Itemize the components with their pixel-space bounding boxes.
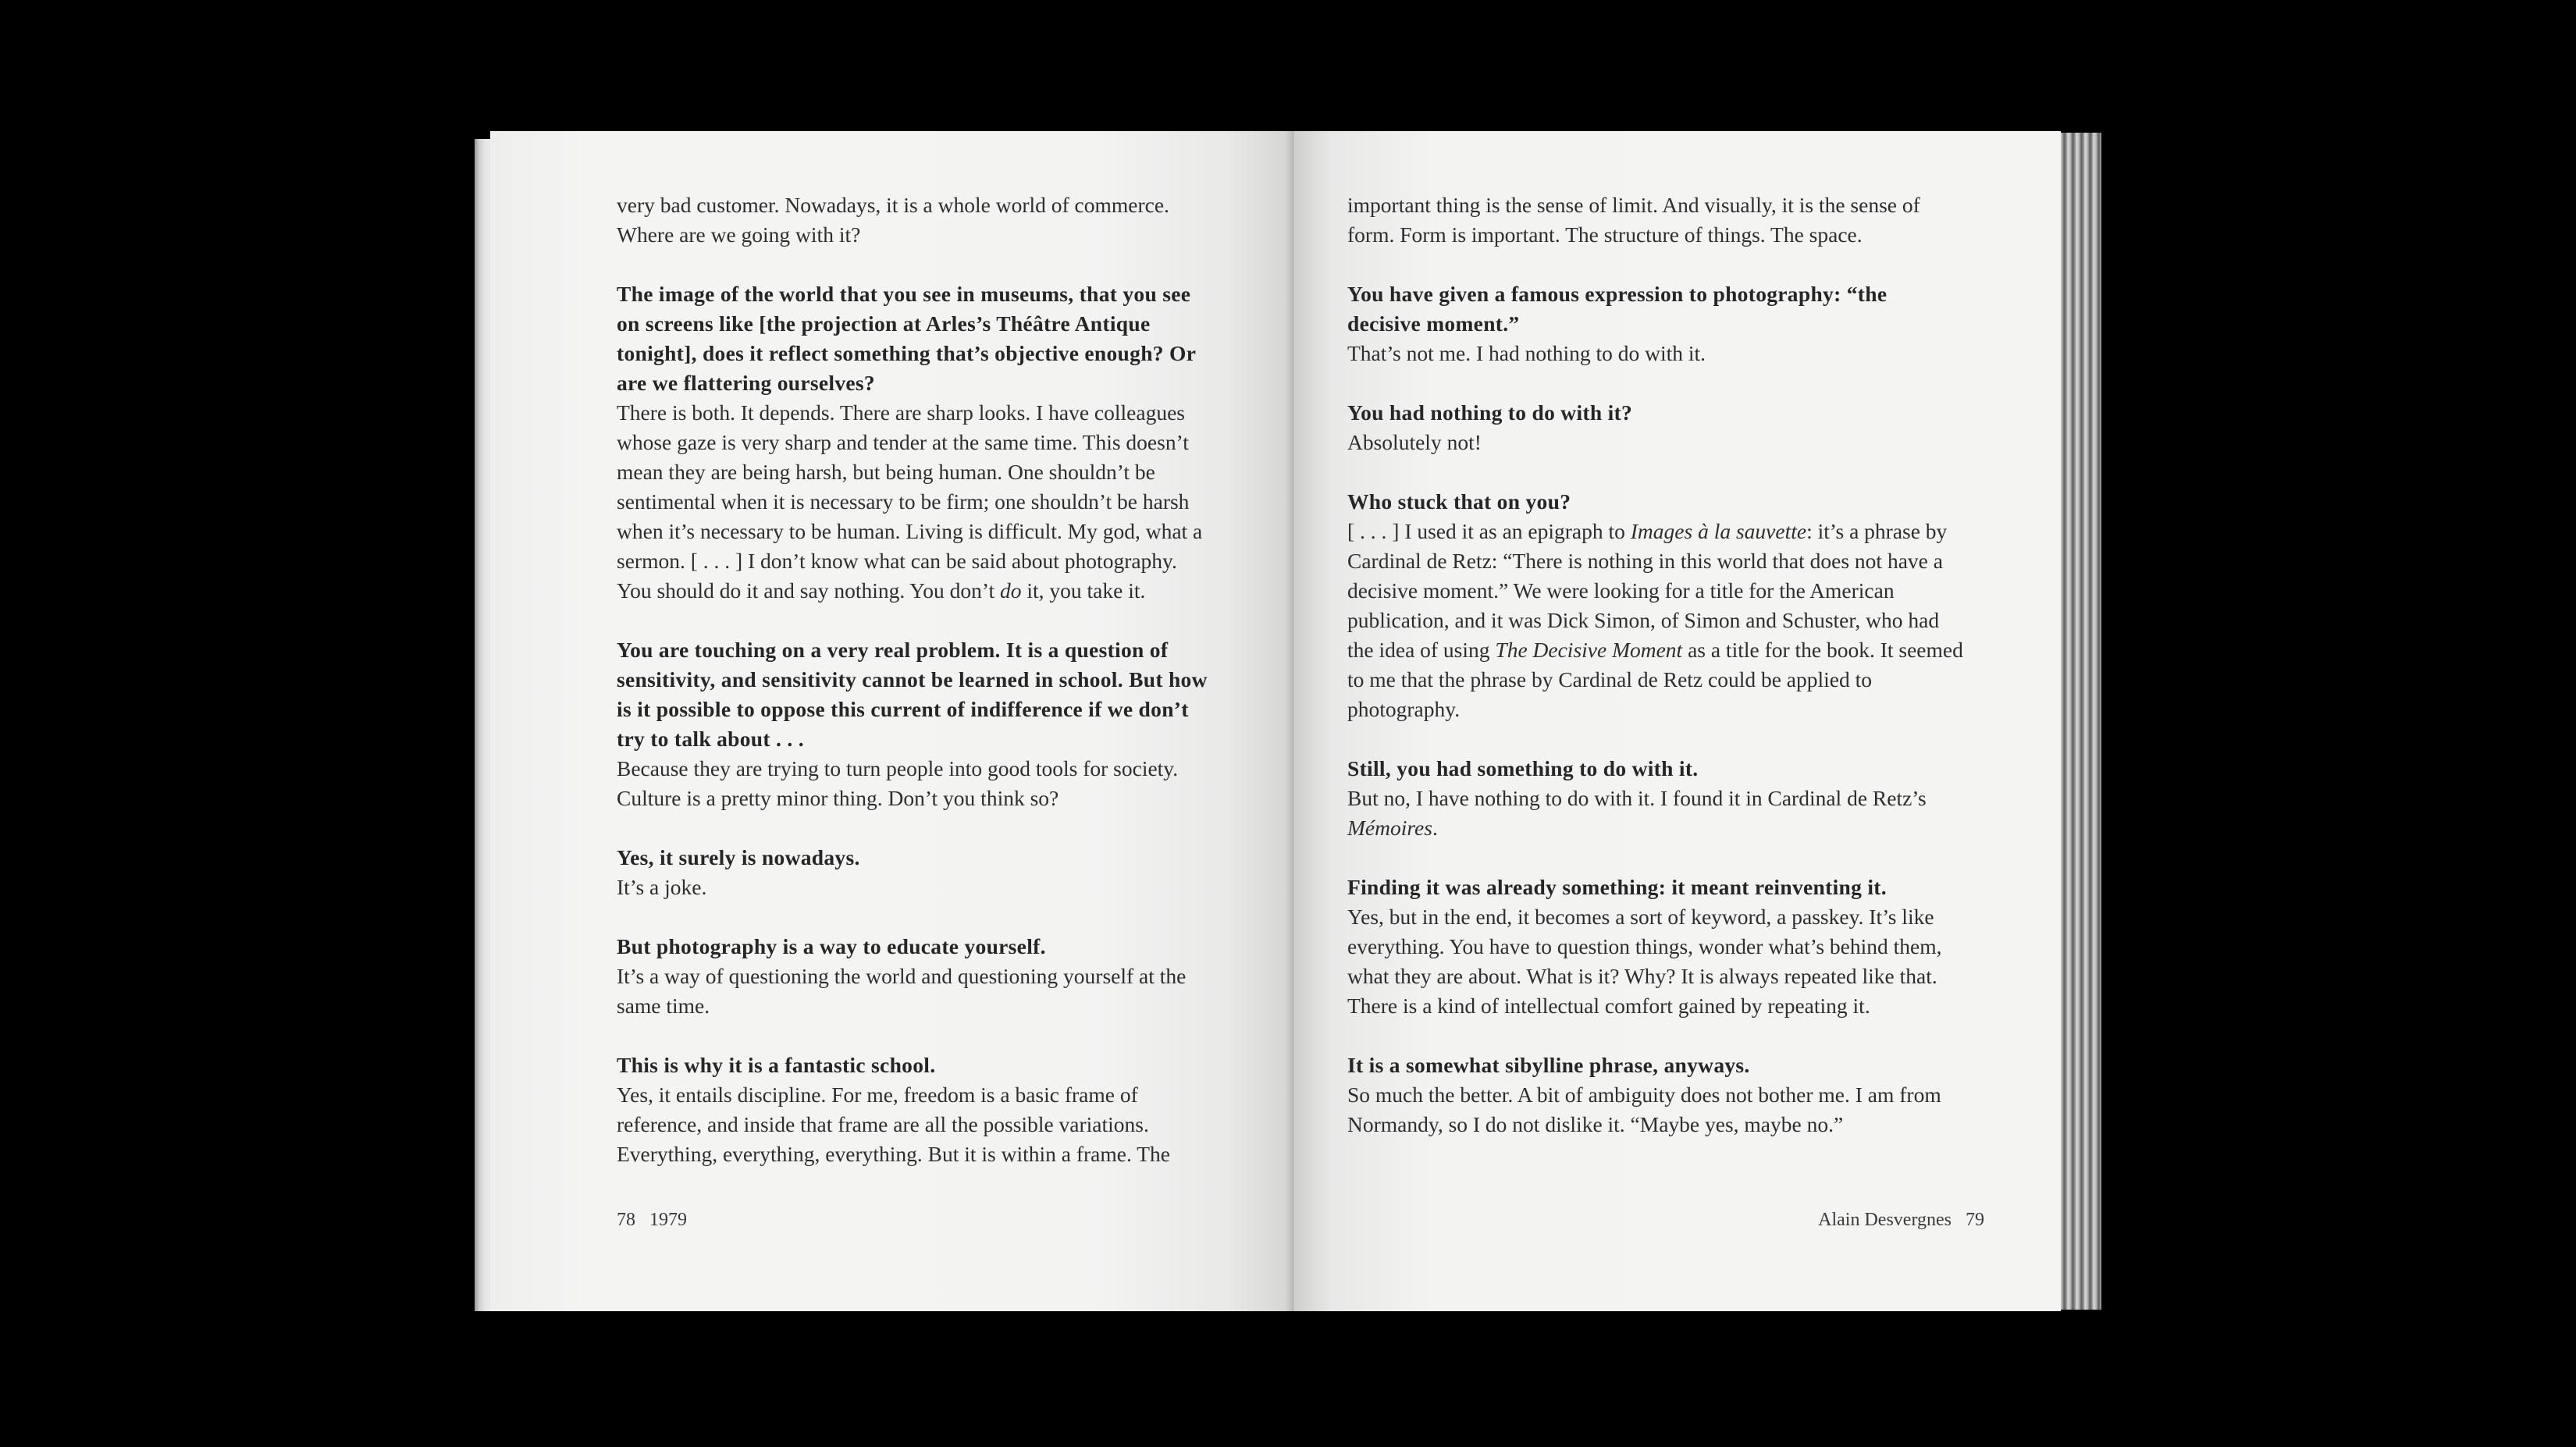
right-answer-2: Absolutely not! bbox=[1347, 430, 1482, 454]
right-question-5: Finding it was already something: it meant reinventing it. bbox=[1347, 875, 1887, 899]
answer-text: But no, I have nothing to do with it. I found it in Cardinal de Retz’s bbox=[1347, 786, 1927, 810]
right-question-1: You have given a famous expression to photography: “the decisive moment.” bbox=[1347, 282, 1888, 336]
right-answer-3 bbox=[1347, 517, 1964, 724]
running-head: 1979 bbox=[649, 1210, 687, 1230]
right-question-3: Who stuck that on you? bbox=[1347, 489, 1571, 514]
right-answer-5: Yes, but in the end, it becomes a sort of keyword, a passkey. It’s like everything. You have to question things, wonder what’s behind them, what they are about. What is it? Why? It is always repeated like that. There is a kind of intellectual comfort gained by repeating it. bbox=[1347, 905, 1942, 1018]
right-block-5 bbox=[1347, 873, 1964, 1021]
answer-text: [ . . . ] I used it as an epigraph to bbox=[1347, 519, 1631, 543]
right-block-4 bbox=[1347, 754, 1964, 843]
right-answer-4 bbox=[1347, 784, 1964, 843]
right-folio bbox=[1818, 1210, 1984, 1231]
right-question-4: Still, you had something to do with it. bbox=[1347, 756, 1699, 780]
left-page-text bbox=[617, 190, 1210, 1199]
answer-text: : it’s a phrase by Cardinal de Retz: “There is nothing in this world that does not have a decisive moment.” We were looking for a title for the American publication, and it was Dick Simon, of Simon and Schuster, who had the idea of using bbox=[1347, 519, 1948, 662]
left-answer-0: very bad customer. Nowadays, it is a whole world of commerce. Where are we going with it? bbox=[617, 193, 1169, 247]
page-number: 79 bbox=[1966, 1210, 1984, 1230]
page-number: 78 bbox=[617, 1210, 635, 1230]
answer-emphasis: do bbox=[1000, 578, 1022, 603]
right-question-6: It is a somewhat sibylline phrase, anyways. bbox=[1347, 1053, 1750, 1077]
answer-text: . bbox=[1432, 816, 1438, 840]
right-block-0 bbox=[1347, 190, 1964, 250]
left-question-2: You are touching on a very real problem. It is a question of sensitivity, and sensitivity cannot be learned in school. But how is it possible to oppose this current of indifference if we don’t try to talk about . . . bbox=[617, 638, 1208, 751]
left-page bbox=[490, 131, 1293, 1311]
answer-text: There is both. It depends. There are sharp looks. I have colleagues whose gaze is very sharp and tender at the same time. This doesn’t mean they are being harsh, but being human. One shouldn’t be sentimental when it is necessary to be firm; one shouldn’t be harsh when it’s necessary to be human. Living is difficult. My god, what a sermon. [ . . . ] I don’t know what can be said about photography. You should do it and say nothing. You don’t bbox=[617, 400, 1203, 603]
left-answer-2: Because they are trying to turn people into good tools for society. Culture is a pretty minor thing. Don’t you think so? bbox=[617, 756, 1179, 810]
right-page bbox=[1294, 131, 2061, 1311]
left-answer-5: Yes, it entails discipline. For me, freedom is a basic frame of reference, and inside that frame are all the possible variations. Everything, everything, everything. But it is within a frame. The bbox=[617, 1083, 1170, 1166]
right-block-6 bbox=[1347, 1051, 1964, 1139]
right-answer-1: That’s not me. I had nothing to do with it. bbox=[1347, 341, 1706, 365]
left-answer-1 bbox=[617, 398, 1210, 606]
right-block-2 bbox=[1347, 398, 1964, 457]
left-answer-4: It’s a way of questioning the world and questioning yourself at the same time. bbox=[617, 964, 1187, 1018]
book-title-italic: The Decisive Moment bbox=[1495, 638, 1683, 662]
left-block-2 bbox=[617, 635, 1210, 813]
book-title-italic: Images à la sauvette bbox=[1630, 519, 1807, 543]
right-block-3 bbox=[1347, 487, 1964, 724]
right-question-2: You had nothing to do with it? bbox=[1347, 400, 1633, 425]
left-block-5 bbox=[617, 1051, 1210, 1169]
answer-text: it, you take it. bbox=[1021, 578, 1146, 603]
left-question-3: Yes, it surely is nowadays. bbox=[617, 845, 860, 869]
left-answer-3: It’s a joke. bbox=[617, 875, 707, 899]
right-answer-6: So much the better. A bit of ambiguity does not bother me. I am from Normandy, so I do not dislike it. “Maybe yes, maybe no.” bbox=[1347, 1083, 1941, 1136]
left-question-5: This is why it is a fantastic school. bbox=[617, 1053, 936, 1077]
right-page-text bbox=[1347, 190, 1964, 1169]
left-question-1: The image of the world that you see in museums, that you see on screens like [the projection at Arles’s Théâtre Antique tonight], does it reflect something that’s objective enough? Or are we flattering ourselves? bbox=[617, 282, 1196, 395]
running-head: Alain Desvergnes bbox=[1818, 1210, 1952, 1230]
right-block-1 bbox=[1347, 279, 1964, 368]
left-block-4 bbox=[617, 932, 1210, 1021]
left-block-1 bbox=[617, 279, 1210, 606]
book-title-italic: Mémoires bbox=[1347, 816, 1432, 840]
right-answer-0: important thing is the sense of limit. And visually, it is the sense of form. Form is important. The structure of things. The space. bbox=[1347, 193, 1920, 247]
answer-text: as a title for the book. It seemed to me that the phrase by Cardinal de Retz could be applied to photography. bbox=[1347, 638, 1963, 721]
left-block-3 bbox=[617, 843, 1210, 902]
left-block-0 bbox=[617, 190, 1210, 250]
left-question-4: But photography is a way to educate yourself. bbox=[617, 934, 1046, 958]
left-folio bbox=[617, 1210, 687, 1231]
